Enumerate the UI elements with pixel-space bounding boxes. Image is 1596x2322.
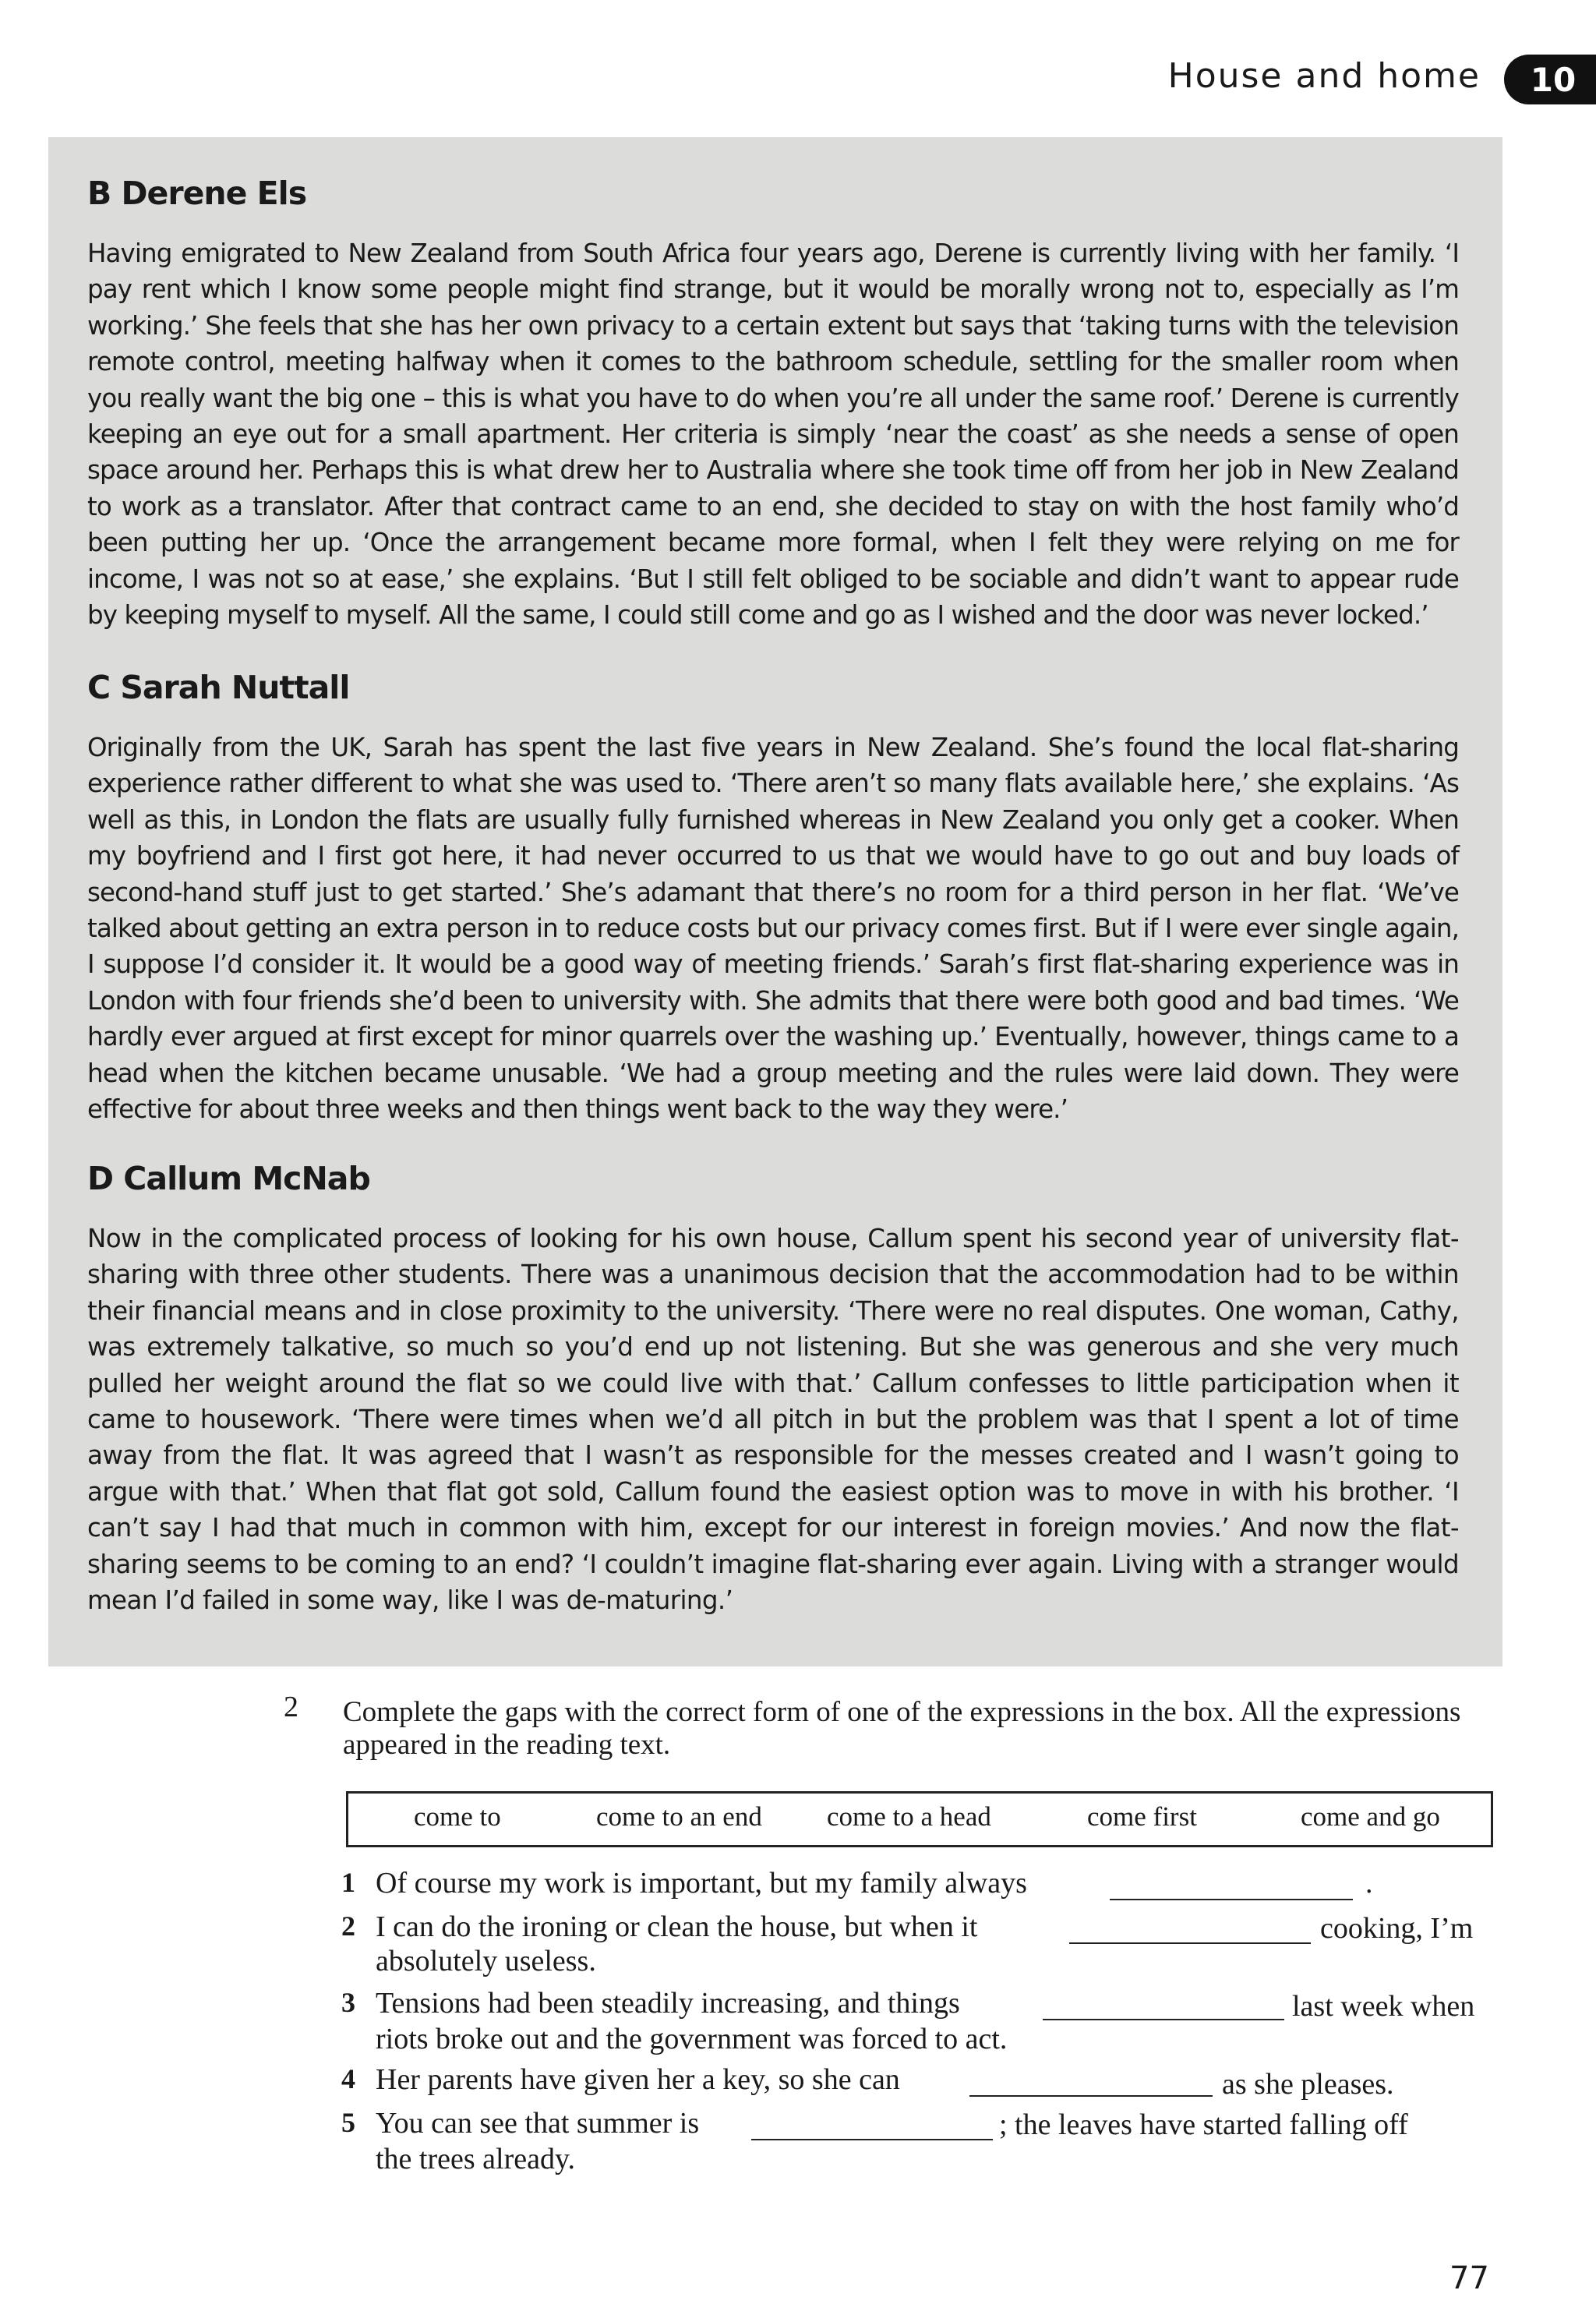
- section-body-sarah: Originally from the UK, Sarah has spent the last five years in New Zealand. She’s found the local flat-sharing experience rather different to what she was used to. ‘There aren’t so many flats available here,’ she explains. ‘As well as this, in London the flats are usually fully furnished whereas in New Zealand you only get a cooker. When my boyfriend and I first got here, it had never occurred to us that we would have to go out and buy loads of second-hand stuff just to get started.’ She’s adamant that there’s no room for a third person in her flat. ‘We’ve talked about getting an extra person in to reduce costs but our privacy comes first. But if I were ever single again, I suppose I’d consider it. It would be a good way of meeting friends.’ Sarah’s first flat-sharing experience was in London with four friends she’d been to university with. She admits that there were both good and bad times. ‘We hardly ever argued at first except for minor quarrels over the washing up.’ Eventually, however, things came to a head when the kitchen became unusable. ‘We had a group meeting and the rules were laid down. They were effective for about three weeks and then things went back to the way they were.’: [87, 733, 1459, 1125]
- expression-item: come and go: [1301, 1801, 1440, 1832]
- exercise-number: 2: [284, 1691, 298, 1723]
- item-number: 4: [341, 2063, 355, 2094]
- item-text-continued: absolutely useless.: [376, 1945, 596, 1977]
- expression-box: [346, 1791, 1493, 1847]
- item-number: 3: [341, 1987, 355, 2018]
- page-number: 77: [1449, 2260, 1489, 2296]
- chapter-title: House and home: [1167, 56, 1481, 96]
- expression-item: come to: [414, 1801, 501, 1832]
- item-text-before: You can see that summer is: [376, 2107, 700, 2140]
- item-text-continued: the trees already.: [376, 2143, 575, 2175]
- answer-gap[interactable]: [1043, 2019, 1284, 2020]
- item-text-before: Tensions had been steadily increasing, and things: [376, 1987, 960, 2020]
- section-body-callum: Now in the complicated process of looking for his own house, Callum spent his second year of university flat-sharing with three other students. There was a unanimous decision that the accommodation had to be within their financial means and in close proximity to the university. ‘There were no real disputes. One woman, Cathy, was extremely talkative, so much so you’d end up not listening. But she was generous and she very much pulled her weight around the flat so we could live with that.’ Callum confesses to little participation when it came to housework. ‘There were times when we’d all pitch in but the problem was that I spent a lot of time away from the flat. It was agreed that I wasn’t as responsible for the messes created and I wasn’t going to argue with that.’ When that flat got sold, Callum found the easiest option was to move in with his brother. ‘I can’t say I had that much in common with him, except for our interest in foreign movies.’ And now the flat-sharing seems to be coming to an end? ‘I couldn’t imagine flat-sharing ever again. Living with a stranger would mean I’d failed in some way, like I was de-maturing.’: [87, 1224, 1459, 1616]
- section-heading-sarah: C Sarah Nuttall: [87, 669, 350, 706]
- item-text-after: last week when: [1292, 1990, 1475, 2023]
- expression-item: come to an end: [596, 1801, 762, 1832]
- item-text-before: I can do the ironing or clean the house, but when it: [376, 1910, 978, 1943]
- item-text-continued: riots broke out and the government was forced to act.: [376, 2023, 1008, 2055]
- item-number: 2: [341, 1910, 355, 1942]
- item-text-before: Her parents have given her a key, so she can: [376, 2063, 900, 2096]
- section-body-derene: Having emigrated to New Zealand from South Africa four years ago, Derene is currently living with her family. ‘I pay rent which I know some people might find strange, but it would be morally wrong not to, especially as I’m working.’ She feels that she has her own privacy to a certain extent but says that ‘taking turns with the television remote control, meeting halfway when it comes to the bathroom schedule, settling for the smaller room when you really want the big one – this is what you have to do when you’re all under the same roof.’ Derene is currently keeping an eye out for a small apartment. Her criteria is simply ‘near the coast’ as she needs a sense of open space around her. Perhaps this is what drew her to Australia where she took time off from her job in New Zealand to work as a translator. After that contract came to an end, she decided to stay on with the host family who’d been putting her up. ‘Once the arrangement became more formal, when I felt they were relying on me for income, I was not so at ease,’ she explains. ‘But I still felt obliged to be sociable and didn’t want to appear rude by keeping myself to myself. All the same, I could still come and go as I wished and the door was never locked.’: [87, 239, 1459, 631]
- item-text-after: ; the leaves have started falling off: [999, 2108, 1408, 2141]
- answer-gap[interactable]: [1069, 1942, 1311, 1944]
- item-text-after: cooking, I’m: [1320, 1912, 1474, 1945]
- section-heading-derene: B Derene Els: [87, 175, 307, 212]
- answer-gap[interactable]: [1110, 1899, 1353, 1900]
- item-text-after: as she pleases.: [1222, 2068, 1394, 2101]
- item-number: 5: [341, 2107, 355, 2138]
- expression-item: come first: [1087, 1801, 1197, 1832]
- exercise-instructions: Complete the gaps with the correct form of one of the expressions in the box. All the expressions appeared in the reading text.: [343, 1696, 1461, 1761]
- unit-number-badge: 10: [1504, 55, 1596, 104]
- answer-gap[interactable]: [751, 2139, 993, 2140]
- expression-item: come to a head: [827, 1801, 991, 1832]
- item-text-after: .: [1365, 1867, 1373, 1900]
- answer-gap[interactable]: [969, 2095, 1213, 2097]
- section-heading-callum: D Callum McNab: [87, 1160, 370, 1197]
- item-text-before: Of course my work is important, but my family always: [376, 1867, 1027, 1900]
- item-number: 1: [341, 1867, 355, 1898]
